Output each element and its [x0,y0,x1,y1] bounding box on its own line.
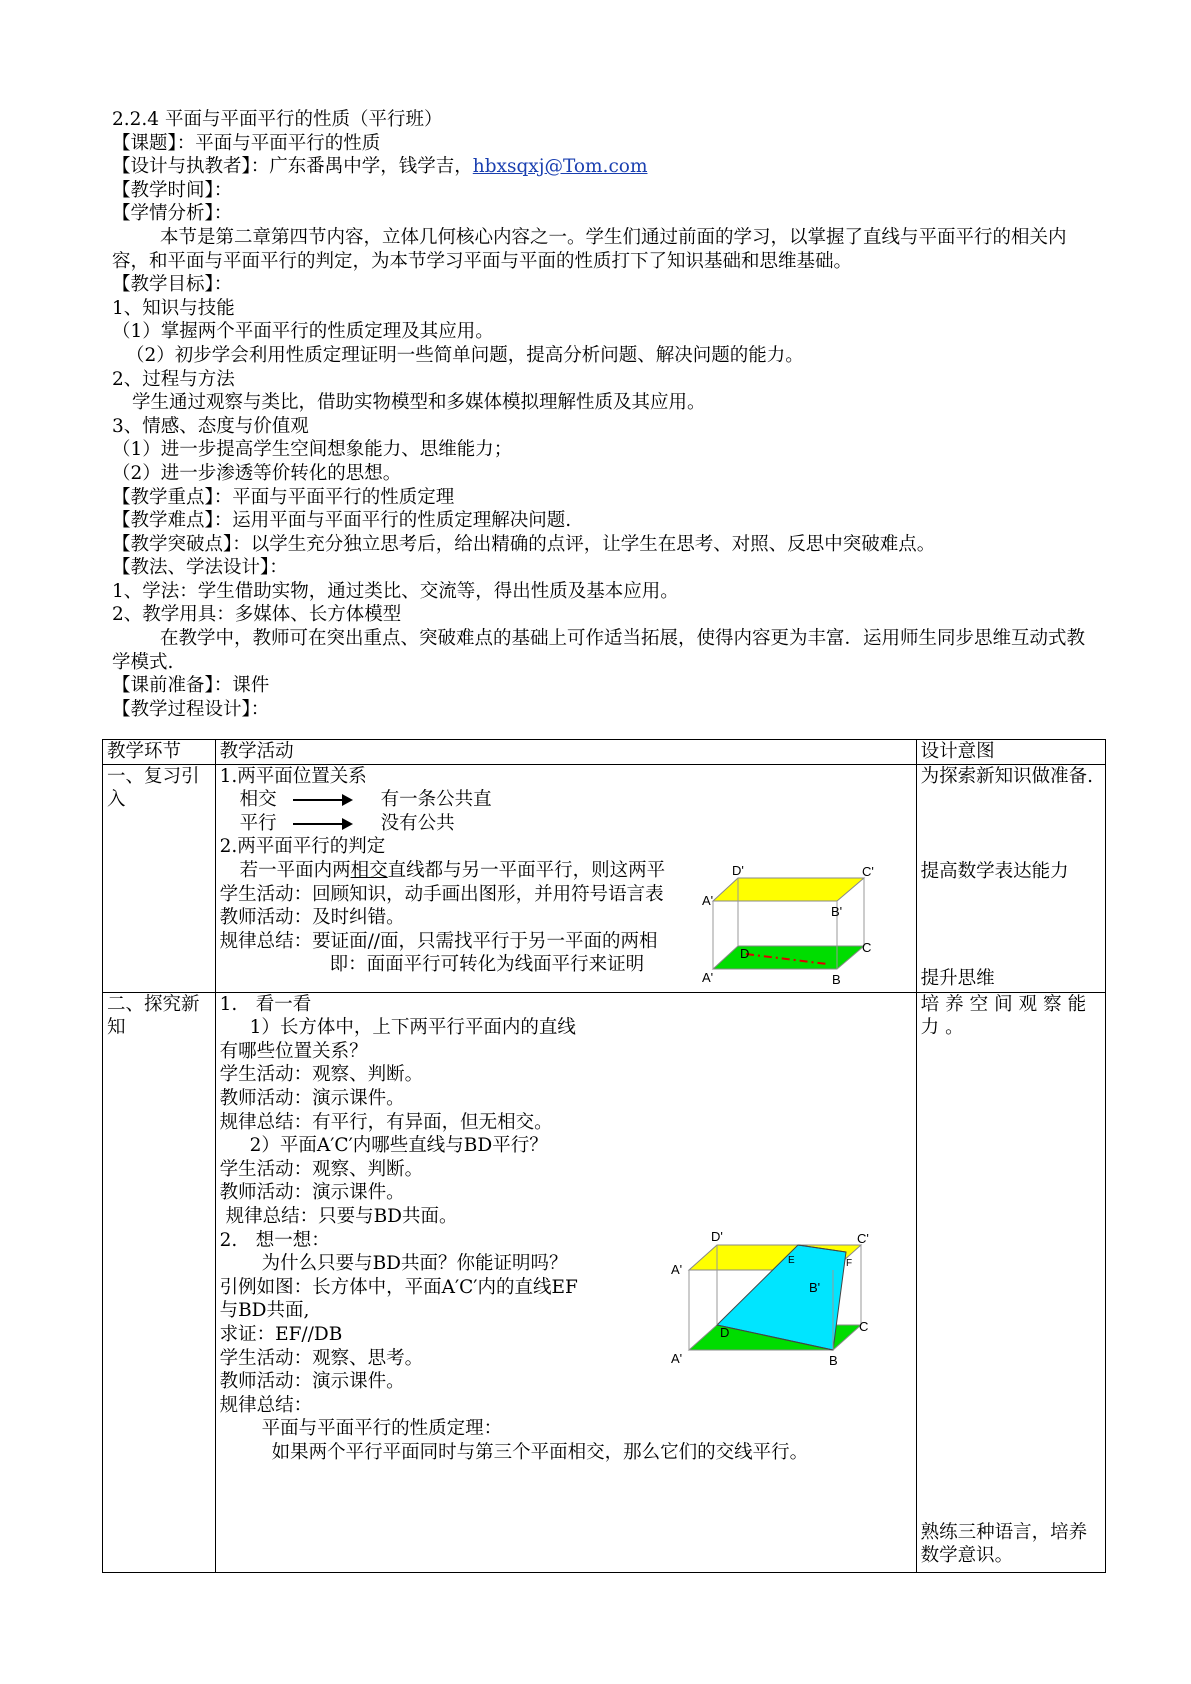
time-line: 【教学时间】： [112,179,233,201]
email-link[interactable]: hbxsqxj@Tom.com [472,156,648,178]
intent-text: 熟练三种语言，培养数学意识。 [920,1521,1088,1567]
activity-line: 学生活动：观察、判断。 [219,1064,424,1086]
activity-line: 平行 没有公共 [239,812,455,834]
stage-cell: 二、探究新知 [103,992,216,1572]
activity-line: 2.两平面平行的判定 [219,836,386,858]
method-2: 2、教学用具：多媒体、长方体模型 [112,604,402,626]
difficulty-line: 【教学难点】：运用平面与平面平行的性质定理解决问题. [112,510,572,532]
activity-line: 如果两个平行平面同时与第三个平面相交，那么它们的交线平行。 [271,1441,809,1463]
activity-line: 学生活动：观察、判断。 [219,1158,424,1180]
prep-line: 【课前准备】：课件 [112,675,270,697]
lower-plane [713,946,864,969]
activity-line: 有哪些位置关系？ [219,1040,368,1062]
intent-cell [916,992,1105,1572]
breakthrough-line: 【教学突破点】：以学生充分独立思考后，给出精确的点评，让学生在思考、对照、反思中突破难点。 [112,533,936,555]
table-row [103,992,1106,1572]
label-b-prime: B' [808,1279,820,1295]
method-3: 在教学中，教师可在突出重点、突破难点的基础上可作适当拓展，使得内容更为丰富．运用师生同步思维互动式教学模式. [112,628,1086,673]
label-e: E [787,1254,795,1266]
stage-cell: 一、复习引入 [103,764,216,992]
activity-line: 教师活动：演示课件。 [219,1182,405,1204]
activity-line: 规律总结： [219,1394,313,1416]
activity-line: 平面与平面平行的性质定理： [261,1418,503,1440]
activity-line: 教师活动：演示课件。 [219,1371,405,1393]
goal-1b: （2）初步学会利用性质定理证明一些简单问题，提高分析问题、解决问题的能力。 [126,344,804,366]
activity-line: 求证：EF//DB [219,1323,343,1345]
label-c-prime: C' [856,1230,869,1246]
table-row [103,764,1106,992]
goals-label: 【教学目标】： [112,274,233,296]
activity-line: 教师活动：演示课件。 [219,1087,405,1109]
header-activity: 教学活动 [215,740,916,765]
label-d: D [739,945,749,961]
label-a-prime: A' [701,892,713,908]
goal-2: 2、过程与方法 [112,368,235,390]
activity-cell [215,764,916,992]
label-c-prime: C' [861,863,874,879]
label-d: D [719,1324,729,1340]
method-label: 【教法、学法设计】： [112,557,288,579]
table-header-row [103,740,1106,765]
arrow-right-icon [293,799,351,801]
label-b: B [831,971,841,987]
label-b: B [828,1352,838,1368]
activity-line: 为什么只要与BD共面？你能证明吗？ [261,1253,568,1275]
goal-3b: （2）进一步渗透等价转化的思想。 [112,462,402,484]
goal-3: 3、情感、态度与价值观 [112,415,309,437]
label-c: C [858,1318,868,1334]
activity-line: 1. 看一看 [219,993,312,1015]
topic-line: 【课题】：平面与平面平行的性质 [112,132,381,154]
designer-line: 【设计与执教者】：广东番禺中学，钱学吉，hbxsqxj@Tom.com [112,156,648,178]
intent-text: 提升思维 [920,967,995,989]
analysis-label: 【学情分析】： [112,203,233,225]
goal-2a: 学生通过观察与类比，借助实物模型和多媒体模拟理解性质及其应用。 [132,392,706,414]
figure-parallel-planes [702,864,872,990]
activity-line: 规律总结：有平行，有异面，但无相交。 [219,1111,553,1133]
header-intent: 设计意图 [916,740,1105,765]
process-label: 【教学过程设计】： [112,698,270,720]
analysis-paragraph: 本节是第二章第四节内容，立体几何核心内容之一。学生们通过前面的学习，以掌握了直线与平面平行的相关内容，和平面与平面平行的判定，为本节学习平面与平面的性质打下了知识基础和思维基础。 [112,226,1067,272]
activity-cell [215,992,916,1572]
intent-text: 为探索新知识做准备. [920,765,1094,787]
label-a-prime: A' [670,1261,682,1277]
label-a: A' [701,969,713,985]
activity-line: 2）平面A′C′内哪些直线与BD平行？ [249,1135,548,1157]
label-d-prime: D' [710,1228,723,1244]
activity-line: 教师活动：及时纠错。 [219,907,405,929]
activity-line: 学生活动：回顾知识，动手画出图形，并用符号语言表 [219,883,664,905]
activity-line: 与BD共面, [219,1300,310,1322]
document-body [112,108,1102,721]
intent-text: 培养空间观察能力。 [920,993,1093,1039]
intent-text: 提高数学表达能力 [920,860,1069,882]
upper-plane [713,878,864,901]
activity-line: 学生活动：观察、思考。 [219,1347,424,1369]
activity-line: 即：面面平行可转化为线面平行来证明 [329,954,645,976]
activity-line: 2. 想一想： [219,1229,330,1251]
activity-line: 若一平面内两相交直线都与另一平面平行，则这两平 [239,859,666,881]
activity-line: 相交 有一条公共直 [239,789,492,811]
figure-intersecting-plane [671,1227,871,1367]
activity-line: 1.两平面位置关系 [219,765,367,787]
goal-1: 1、知识与技能 [112,297,235,319]
activity-line: 规律总结：要证面//面，只需找平行于另一平面的两相 [219,930,658,952]
label-d-prime: D' [731,862,744,878]
activity-line: 1）长方体中，上下两平行平面内的直线 [249,1017,576,1039]
doc-title: 2.2.4 平面与平面平行的性质（平行班） [112,109,443,130]
label-a: A' [670,1350,682,1366]
activity-line: 引例如图：长方体中，平面A′C′内的直线EF [219,1276,578,1298]
label-b-prime: B' [830,903,842,919]
goal-1a: （1）掌握两个平面平行的性质定理及其应用。 [112,321,494,343]
method-1: 1、学法：学生借助实物，通过类比、交流等，得出性质及基本应用。 [112,580,679,602]
label-c: C [861,939,871,955]
arrow-right-icon [293,823,351,825]
header-stage: 教学环节 [103,740,216,765]
process-table [102,739,1106,1573]
label-f: F [845,1257,852,1269]
key-line: 【教学重点】：平面与平面平行的性质定理 [112,486,455,508]
goal-3a: （1）进一步提高学生空间想象能力、思维能力； [112,439,513,461]
intent-cell [916,764,1105,992]
activity-line: 规律总结：只要与BD共面。 [225,1205,458,1227]
